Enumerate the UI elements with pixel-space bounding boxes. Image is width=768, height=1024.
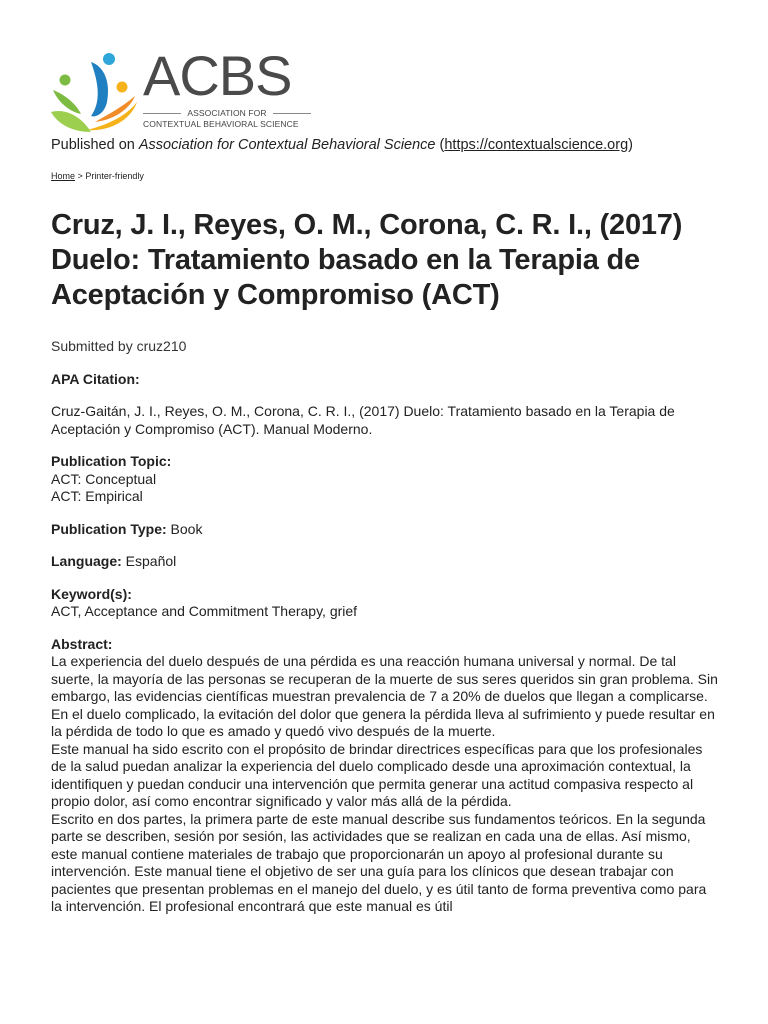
- page-title: Cruz, J. I., Reyes, O. M., Corona, C. R. I., (2017) Duelo: Tratamiento basado en la Terapia de Aceptación y Compromiso (ACT): [51, 209, 683, 311]
- published-site-name: Association for Contextual Behavioral Science: [138, 137, 436, 153]
- breadcrumb-home-link[interactable]: Home: [51, 171, 76, 181]
- apa-citation-label: APA Citation:: [51, 370, 140, 387]
- logo-rule-left: [143, 113, 181, 114]
- abstract-paragraph: Este manual ha sido escrito con el propósito de brindar directrices específicas para que los profesionales de la salud puedan analizar la experiencia del duelo complicado desde una aproximación contextual, la identifiquen y puedan conducir una intervención que permita generar una actitud compasiva respecto al propio dolor, así como encontrar significado y valor más allá de la pérdida.: [51, 740, 703, 809]
- abstract-paragraph: La experiencia del duelo después de una pérdida es una reacción humana universal y normal. De tal suerte, la mayoría de las personas se recuperan de la muerte de sus seres queridos sin gran problema. Sin embargo, las evidencias científicas muestran prevalencia de 7 a 20% de duelos que llegan a complicarse. En el duelo complicado, la evitación del dolor que genera la pérdida lleva al sufrimiento y puede resultar en la pérdida de todo lo que es amado y quedó vivo después de la muerte.: [51, 653, 718, 739]
- breadcrumb-current: Printer-friendly: [85, 171, 144, 181]
- abstract-block: [51, 636, 721, 916]
- keywords-value: ACT, Acceptance and Commitment Therapy, grief: [51, 603, 358, 619]
- logo-wordmark: ACBS: [143, 44, 292, 107]
- published-on-line: [51, 137, 633, 153]
- publication-topic-label: Publication Topic:: [51, 453, 172, 469]
- published-open-paren: (: [439, 137, 445, 153]
- language-label: Language:: [51, 553, 122, 569]
- publication-topic-item: ACT: Empirical: [51, 488, 143, 504]
- node-content: [51, 338, 721, 916]
- abstract-label: Abstract:: [51, 635, 113, 652]
- logo-subtitle: [143, 108, 311, 130]
- logo-sub-line1: ASSOCIATION FOR: [187, 108, 267, 118]
- keywords-label: Keyword(s):: [51, 585, 132, 602]
- apa-citation-label-block: [51, 371, 721, 389]
- publication-type-block: [51, 521, 721, 539]
- publication-topic-block: [51, 453, 721, 506]
- breadcrumb: [51, 171, 144, 181]
- acbs-logo-icon: [51, 50, 137, 134]
- published-prefix: Published on: [51, 137, 135, 153]
- logo-rule-right: [273, 113, 311, 114]
- logo-sub-line2: CONTEXTUAL BEHAVIORAL SCIENCE: [143, 119, 299, 129]
- breadcrumb-separator: >: [77, 171, 83, 181]
- publication-type-value: Book: [170, 520, 203, 537]
- acbs-logo[interactable]: [51, 44, 311, 134]
- language-value: Español: [125, 553, 177, 569]
- apa-citation-text: Cruz-Gaitán, J. I., Reyes, O. M., Corona, C. R. I., (2017) Duelo: Tratamiento basado en la Terapia de Aceptación y Compromiso (ACT). Manual Moderno.: [51, 403, 675, 437]
- submitted-by: Submitted by cruz210: [51, 338, 187, 354]
- published-url-link[interactable]: https://contextualscience.org: [444, 137, 629, 153]
- publication-type-label: Publication Type:: [51, 520, 167, 537]
- apa-citation-block: [51, 403, 721, 438]
- publication-topic-item: ACT: Conceptual: [51, 470, 157, 487]
- language-block: [51, 553, 721, 571]
- keywords-block: [51, 586, 721, 621]
- abstract-paragraph: Escrito en dos partes, la primera parte de este manual describe sus fundamentos teóricos. En la segunda parte se describen, sesión por sesión, las actividades que se realizan en cada una de ellas. Así mismo, este manual contiene materiales de trabajo que proporcionarán un apoyo al profesional durante su intervención. Este manual tiene el objetivo de ser una guía para los clínicos que desean trabajar con pacientes que presentan problemas en el manejo del duelo, y es útil tanto de forma preventiva como para la intervención. El profesional encontrará que este manual es útil: [51, 810, 707, 914]
- published-close-paren: ): [628, 137, 633, 153]
